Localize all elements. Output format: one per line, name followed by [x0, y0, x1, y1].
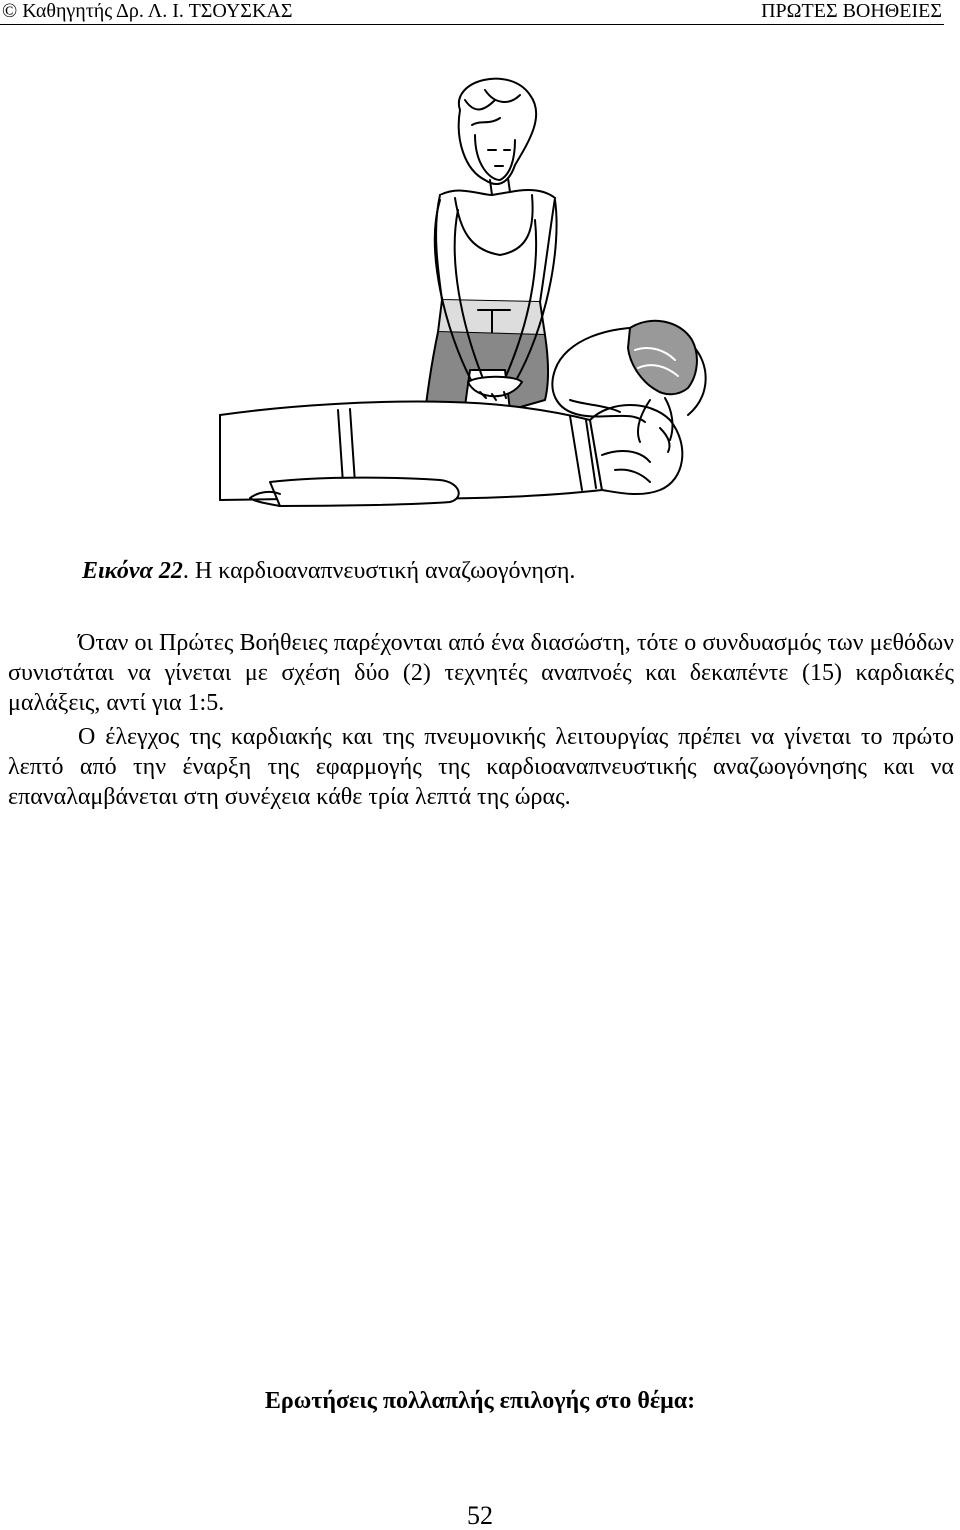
body-paragraph: Όταν οι Πρώτες Βοήθειες παρέχονται από ένα διασώστη, τότε ο συνδυασμός των μεθόδων συνιστάται να γίνεται με σχέση δύο (2) τεχνητές αναπνοές και δεκαπέντε (15) καρδιακές μαλάξεις, αντί για 1:5. — [8, 630, 954, 716]
cpr-illustration — [210, 70, 730, 530]
section-heading: Ερωτήσεις πολλαπλής επιλογής στο θέμα: — [264, 1388, 696, 1414]
page-number: 52 — [467, 1501, 493, 1530]
header-rule — [0, 24, 944, 25]
running-header-author: © Καθηγητής Δρ. Λ. Ι. ΤΣΟΥΣΚΑΣ — [2, 0, 293, 22]
figure-caption-label: Εικόνα 22 — [82, 558, 183, 584]
body-paragraph: Ο έλεγχος της καρδιακής και της πνευμονικής λειτουργίας πρέπει να γίνεται το πρώτο λεπτό από την έναρξη της εφαρμογής της καρδιοαναπνευστικής αναζωογόνησης και να επαναλαμβάνεται στη συνέχεια κάθε τρία λεπτά της ώρας. — [8, 724, 954, 810]
figure-caption — [82, 557, 575, 585]
figure-caption-text: . Η καρδιοαναπνευστική αναζωογόνηση. — [182, 558, 576, 584]
running-header-title: ΠΡΩΤΕΣ ΒΟΗΘΕΙΕΣ — [761, 0, 942, 22]
